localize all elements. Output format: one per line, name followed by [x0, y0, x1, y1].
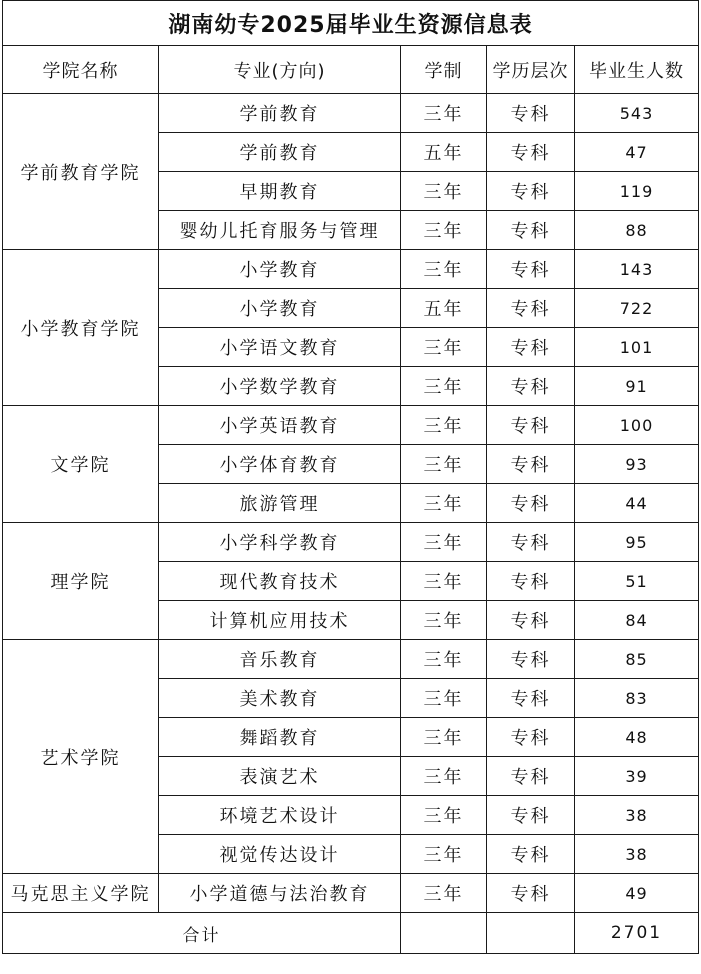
header-duration: 学制	[401, 46, 487, 94]
duration-cell: 三年	[401, 796, 487, 835]
major-cell: 旅游管理	[159, 484, 401, 523]
duration-cell: 三年	[401, 406, 487, 445]
major-cell: 计算机应用技术	[159, 601, 401, 640]
duration-cell: 五年	[401, 133, 487, 172]
duration-cell: 三年	[401, 172, 487, 211]
graduate-count-cell: 101	[575, 328, 699, 367]
major-cell: 小学道德与法治教育	[159, 874, 401, 913]
college-name-cell: 马克思主义学院	[3, 874, 159, 913]
duration-cell: 三年	[401, 328, 487, 367]
duration-cell: 三年	[401, 601, 487, 640]
major-cell: 小学语文教育	[159, 328, 401, 367]
header-graduates: 毕业生人数	[575, 46, 699, 94]
graduate-count-cell: 83	[575, 679, 699, 718]
level-cell: 专科	[487, 484, 575, 523]
graduate-count-cell: 88	[575, 211, 699, 250]
header-row	[3, 46, 699, 94]
level-cell: 专科	[487, 523, 575, 562]
graduate-table	[2, 0, 699, 954]
graduate-count-cell: 84	[575, 601, 699, 640]
major-cell: 小学教育	[159, 289, 401, 328]
header-college: 学院名称	[3, 46, 159, 94]
graduate-count-cell: 47	[575, 133, 699, 172]
level-cell: 专科	[487, 172, 575, 211]
duration-cell: 三年	[401, 640, 487, 679]
duration-cell: 五年	[401, 289, 487, 328]
graduate-count-cell: 51	[575, 562, 699, 601]
college-name-cell: 理学院	[3, 523, 159, 640]
level-cell: 专科	[487, 718, 575, 757]
graduate-count-cell: 119	[575, 172, 699, 211]
graduate-count-cell: 100	[575, 406, 699, 445]
graduate-count-cell: 93	[575, 445, 699, 484]
college-name-cell: 小学教育学院	[3, 250, 159, 406]
major-cell: 小学英语教育	[159, 406, 401, 445]
major-cell: 表演艺术	[159, 757, 401, 796]
duration-cell: 三年	[401, 484, 487, 523]
header-major: 专业(方向)	[159, 46, 401, 94]
graduate-count-cell: 543	[575, 94, 699, 133]
graduate-count-cell: 38	[575, 835, 699, 874]
college-name-cell: 文学院	[3, 406, 159, 523]
major-cell: 小学数学教育	[159, 367, 401, 406]
level-cell: 专科	[487, 289, 575, 328]
duration-cell: 三年	[401, 445, 487, 484]
header-level: 学历层次	[487, 46, 575, 94]
level-cell: 专科	[487, 640, 575, 679]
major-cell: 美术教育	[159, 679, 401, 718]
major-cell: 现代教育技术	[159, 562, 401, 601]
major-cell: 小学体育教育	[159, 445, 401, 484]
duration-cell: 三年	[401, 562, 487, 601]
level-cell: 专科	[487, 757, 575, 796]
duration-cell: 三年	[401, 679, 487, 718]
table-row	[3, 523, 699, 562]
major-cell: 学前教育	[159, 133, 401, 172]
duration-cell: 三年	[401, 367, 487, 406]
major-cell: 早期教育	[159, 172, 401, 211]
level-cell: 专科	[487, 211, 575, 250]
graduate-count-cell: 38	[575, 796, 699, 835]
level-cell: 专科	[487, 835, 575, 874]
major-cell: 视觉传达设计	[159, 835, 401, 874]
duration-cell: 三年	[401, 874, 487, 913]
level-cell: 专科	[487, 133, 575, 172]
total-row	[3, 913, 699, 954]
level-cell: 专科	[487, 94, 575, 133]
major-cell: 音乐教育	[159, 640, 401, 679]
major-cell: 环境艺术设计	[159, 796, 401, 835]
duration-cell: 三年	[401, 835, 487, 874]
level-cell: 专科	[487, 328, 575, 367]
level-cell: 专科	[487, 601, 575, 640]
duration-cell: 三年	[401, 523, 487, 562]
graduate-count-cell: 85	[575, 640, 699, 679]
level-cell: 专科	[487, 406, 575, 445]
duration-cell: 三年	[401, 757, 487, 796]
total-count: 2701	[575, 913, 699, 954]
graduate-count-cell: 44	[575, 484, 699, 523]
graduate-count-cell: 722	[575, 289, 699, 328]
table-row	[3, 406, 699, 445]
table-row	[3, 874, 699, 913]
level-cell: 专科	[487, 874, 575, 913]
level-cell: 专科	[487, 679, 575, 718]
major-cell: 小学教育	[159, 250, 401, 289]
total-label: 合计	[3, 913, 401, 954]
table-row	[3, 250, 699, 289]
duration-cell: 三年	[401, 211, 487, 250]
graduate-count-cell: 49	[575, 874, 699, 913]
level-cell: 专科	[487, 367, 575, 406]
major-cell: 学前教育	[159, 94, 401, 133]
total-empty-cell	[401, 913, 487, 954]
major-cell: 婴幼儿托育服务与管理	[159, 211, 401, 250]
graduate-count-cell: 39	[575, 757, 699, 796]
duration-cell: 三年	[401, 250, 487, 289]
total-empty-cell	[487, 913, 575, 954]
major-cell: 小学科学教育	[159, 523, 401, 562]
college-name-cell: 学前教育学院	[3, 94, 159, 250]
major-cell: 舞蹈教育	[159, 718, 401, 757]
graduate-count-cell: 95	[575, 523, 699, 562]
level-cell: 专科	[487, 250, 575, 289]
level-cell: 专科	[487, 562, 575, 601]
duration-cell: 三年	[401, 94, 487, 133]
table-row	[3, 94, 699, 133]
graduate-count-cell: 143	[575, 250, 699, 289]
graduate-resource-sheet	[2, 0, 698, 972]
level-cell: 专科	[487, 796, 575, 835]
level-cell: 专科	[487, 445, 575, 484]
graduate-count-cell: 91	[575, 367, 699, 406]
table-title: 湖南幼专2025届毕业生资源信息表	[3, 1, 699, 46]
duration-cell: 三年	[401, 718, 487, 757]
table-body	[3, 94, 699, 913]
table-row	[3, 640, 699, 679]
college-name-cell: 艺术学院	[3, 640, 159, 874]
graduate-count-cell: 48	[575, 718, 699, 757]
